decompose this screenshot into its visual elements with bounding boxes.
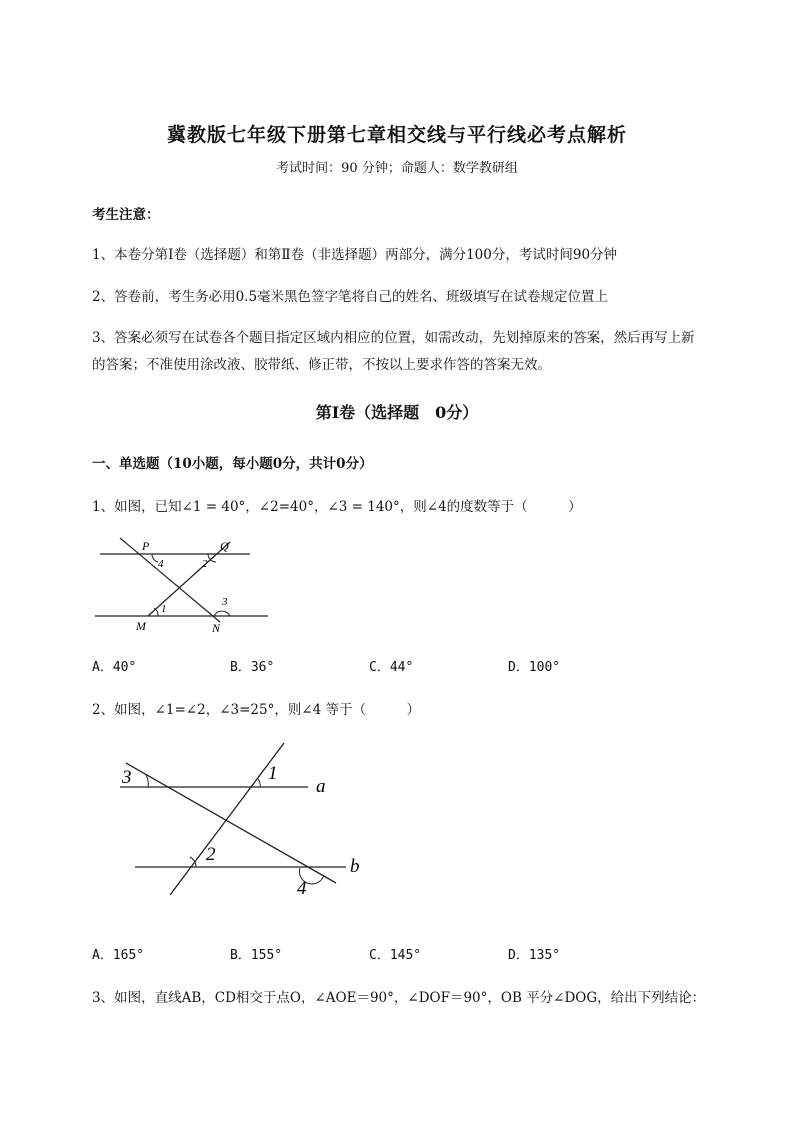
- transversal-2: [126, 763, 336, 883]
- q1-option-a[interactable]: A．40°: [92, 660, 137, 675]
- label-angle-1: 1: [268, 763, 278, 784]
- transversal-pn: [120, 538, 220, 622]
- exam-info: 考试时间：90 分钟；命题人：数学教研组: [276, 161, 518, 176]
- label-line-a: a: [316, 776, 326, 797]
- label-angle-1: 1: [161, 603, 167, 615]
- question-3-stem: 3、如图，直线AB，CD相交于点O，∠AOE＝90°，∠DOF＝90°，OB 平分∠DOG，给出下列结论：: [92, 990, 706, 1006]
- label-angle-4: 4: [297, 878, 307, 899]
- q2-option-d[interactable]: D．135°: [508, 948, 561, 963]
- label-angle-4: 4: [158, 558, 164, 570]
- label-angle-2: 2: [202, 558, 208, 570]
- section-title: 第Ⅰ卷（选择题 0分）: [315, 403, 479, 422]
- label-angle-3: 3: [222, 596, 228, 608]
- q1-option-d[interactable]: D．100°: [508, 660, 561, 675]
- label-n: N: [212, 621, 221, 635]
- part-heading: 一、单选题（10小题，每小题0分，共计0分）: [92, 456, 373, 472]
- q2-option-c[interactable]: C．145°: [369, 948, 422, 963]
- question-1-figure: [90, 530, 280, 635]
- angle-3-arc: [146, 775, 148, 787]
- label-m: M: [136, 619, 146, 633]
- label-angle-2: 2: [206, 844, 216, 865]
- angle-2-arc: [190, 857, 196, 867]
- angle-1-arc: [258, 779, 260, 787]
- transversal-1: [170, 743, 284, 895]
- notice-item-2: 2、答卷前，考生务必用0.5毫米黑色签字笔将自己的姓名、班级填写在试卷规定位置上: [92, 289, 609, 305]
- label-line-b: b: [350, 856, 360, 877]
- notice-heading: 考生注意：: [92, 207, 160, 223]
- q2-option-a[interactable]: A．165°: [92, 948, 145, 963]
- notice-item-3-cont: 的答案；不准使用涂改液、胶带纸、修正带，不按以上要求作答的答案无效。: [92, 357, 551, 373]
- label-p: P: [142, 539, 150, 553]
- q1-option-b[interactable]: B．36°: [230, 660, 275, 675]
- label-angle-3: 3: [122, 767, 132, 788]
- label-q: Q: [220, 539, 229, 553]
- question-2-stem: 2、如图，∠1=∠2，∠3=25°，则∠4 等于（ ）: [92, 702, 421, 718]
- q2-option-b[interactable]: B．155°: [230, 948, 283, 963]
- question-1-stem: 1、如图，已知∠1 = 40°，∠2=40°，∠3 = 140°，则∠4的度数等于（ ）: [92, 499, 582, 515]
- page-title: 冀教版七年级下册第七章相交线与平行线必考点解析: [166, 124, 627, 146]
- notice-item-1: 1、本卷分第Ⅰ卷（选择题）和第Ⅱ卷（非选择题）两部分，满分100分，考试时间90分钟: [92, 247, 618, 263]
- question-2-figure: [110, 735, 375, 905]
- q1-option-c[interactable]: C．44°: [369, 660, 414, 675]
- angle-1-arc: [154, 608, 158, 616]
- notice-item-3: 3、答案必须写在试卷各个题目指定区域内相应的位置，如需改动，先划掉原来的答案，然后再写上新: [92, 330, 695, 346]
- angle-3-arc: [214, 611, 230, 616]
